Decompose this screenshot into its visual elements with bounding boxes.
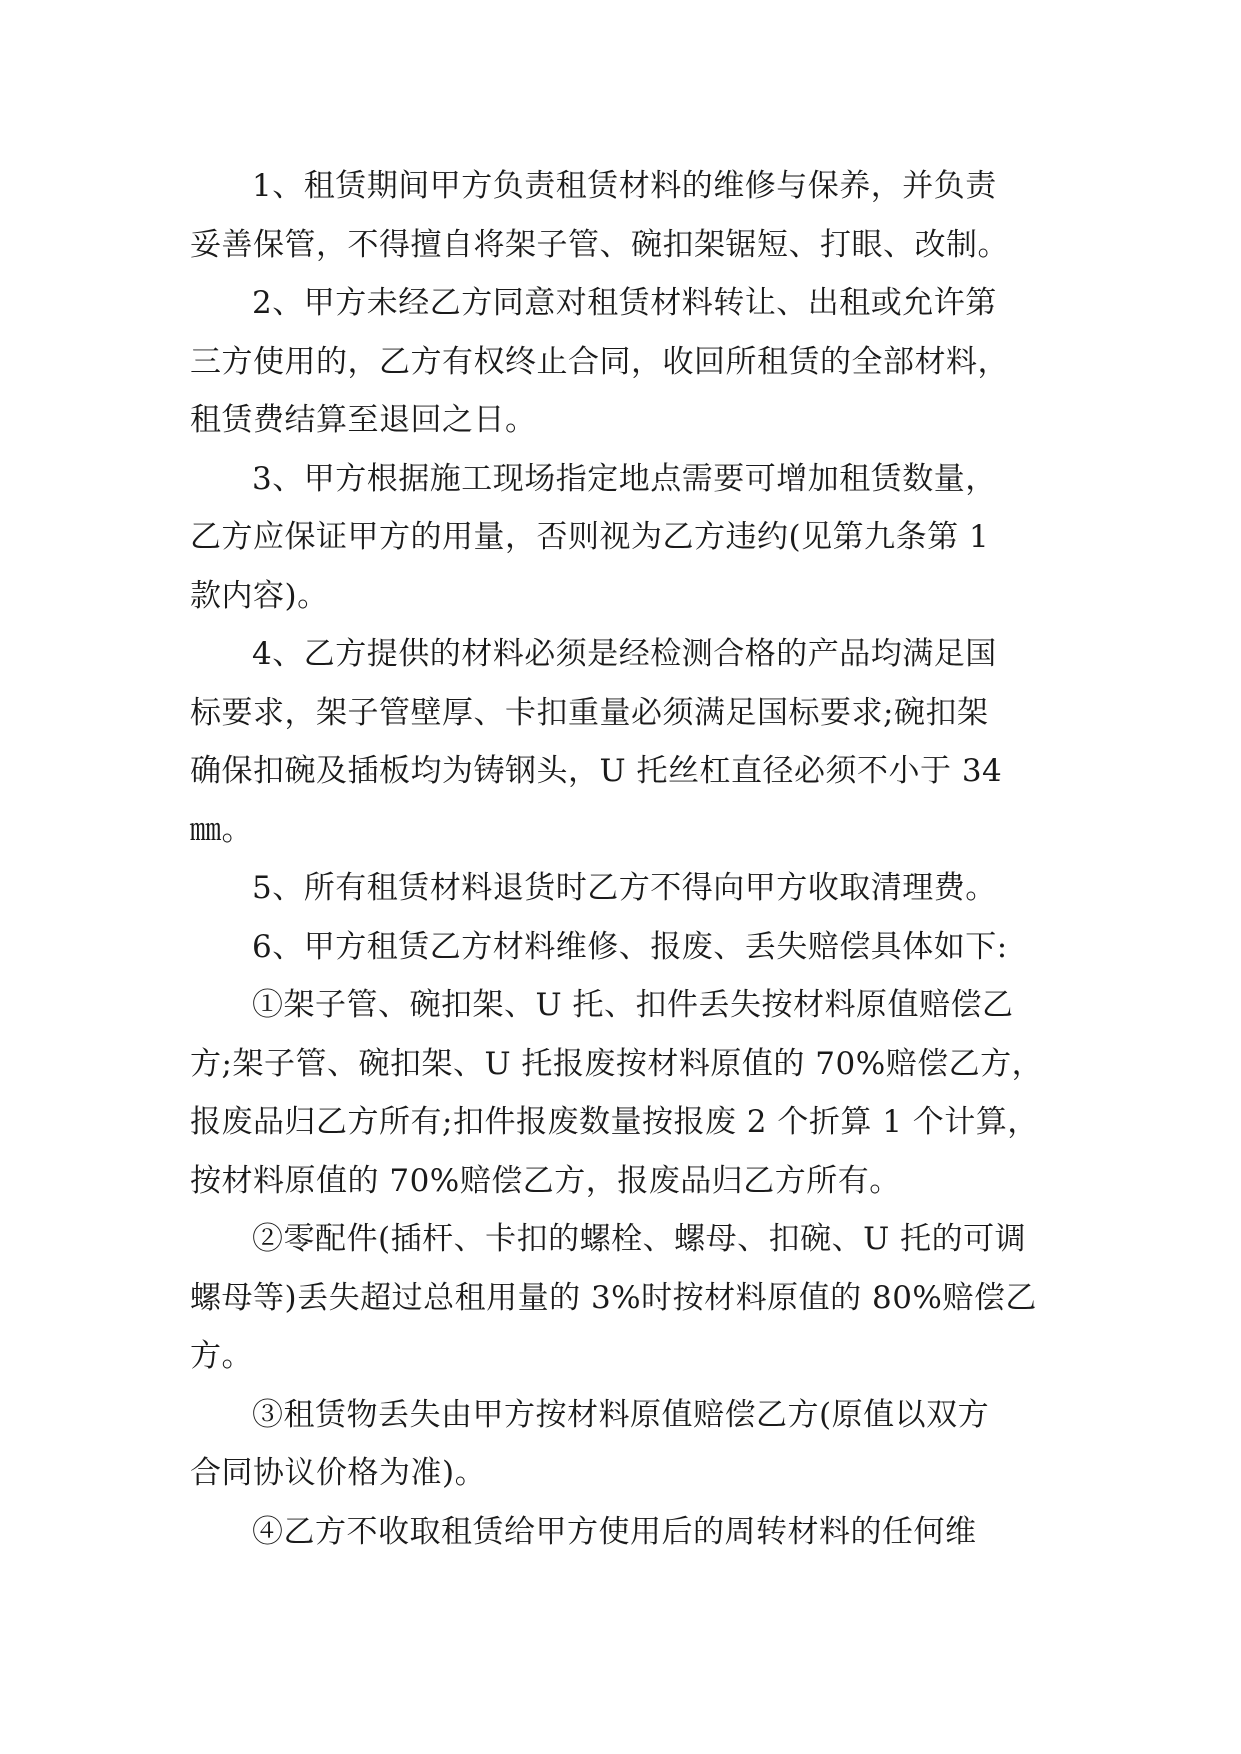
text-line: 按材料原值的 70%赔偿乙方，报废品归乙方所有。	[190, 1162, 901, 1199]
paragraph-7	[190, 976, 1050, 1210]
text-line: 三方使用的，乙方有权终止合同，收回所租赁的全部材料，	[190, 343, 1009, 380]
text-line: 2、甲方未经乙方同意对租赁材料转让、出租或允许第	[252, 285, 997, 321]
text-line: 方。	[190, 1338, 253, 1374]
text-line: ㎜。	[190, 811, 253, 848]
text-line: ②零配件(插杆、卡扣的螺栓、螺母、扣碗、U 托的可调	[252, 1221, 1027, 1257]
paragraph-5	[190, 859, 1050, 918]
text-line: 4、乙方提供的材料必须是经检测合格的产品均满足国	[252, 636, 997, 672]
document-body	[190, 157, 1050, 1561]
paragraph-2	[190, 274, 1050, 450]
text-line: 乙方应保证甲方的用量，否则视为乙方违约(见第九条第 1	[190, 519, 990, 555]
text-line: 5、所有租赁材料退货时乙方不得向甲方收取清理费。	[252, 870, 997, 906]
text-line: 妥善保管，不得擅自将架子管、碗扣架锯短、打眼、改制。	[190, 226, 1009, 263]
text-line: 款内容)。	[190, 577, 329, 614]
text-line: 报废品归乙方所有;扣件报废数量按报废 2 个折算 1 个计算，	[190, 1104, 1039, 1140]
text-line: ③租赁物丢失由甲方按材料原值赔偿乙方(原值以双方	[252, 1396, 990, 1433]
text-line: ④乙方不收取租赁给甲方使用后的周转材料的任何维	[252, 1513, 977, 1550]
text-line: 6、甲方租赁乙方材料维修、报废、丢失赔偿具体如下:	[252, 928, 1008, 965]
paragraph-8	[190, 1210, 1050, 1386]
text-line: 标要求，架子管壁厚、卡扣重量必须满足国标要求;碗扣架	[190, 694, 989, 731]
text-line: ①架子管、碗扣架、U 托、扣件丢失按材料原值赔偿乙	[252, 987, 1014, 1023]
text-line: 方;架子管、碗扣架、U 托报废按材料原值的 70%赔偿乙方，	[190, 1045, 1044, 1082]
text-line: 确保扣碗及插板均为铸钢头，U 托丝杠直径必须不小于 34	[190, 753, 1003, 789]
text-line: 3、甲方根据施工现场指定地点需要可增加租赁数量，	[252, 460, 997, 497]
paragraph-6	[190, 918, 1050, 977]
text-line: 螺母等)丢失超过总租用量的 3%时按材料原值的 80%赔偿乙	[190, 1279, 1037, 1316]
paragraph-9	[190, 1386, 1050, 1503]
paragraph-10	[190, 1503, 1050, 1562]
text-line: 租赁费结算至退回之日。	[190, 402, 537, 438]
paragraph-3	[190, 450, 1050, 626]
text-line: 1、租赁期间甲方负责租赁材料的维修与保养，并负责	[252, 168, 997, 204]
text-line: 合同协议价格为准)。	[190, 1455, 487, 1491]
paragraph-1	[190, 157, 1050, 274]
paragraph-4	[190, 625, 1050, 859]
